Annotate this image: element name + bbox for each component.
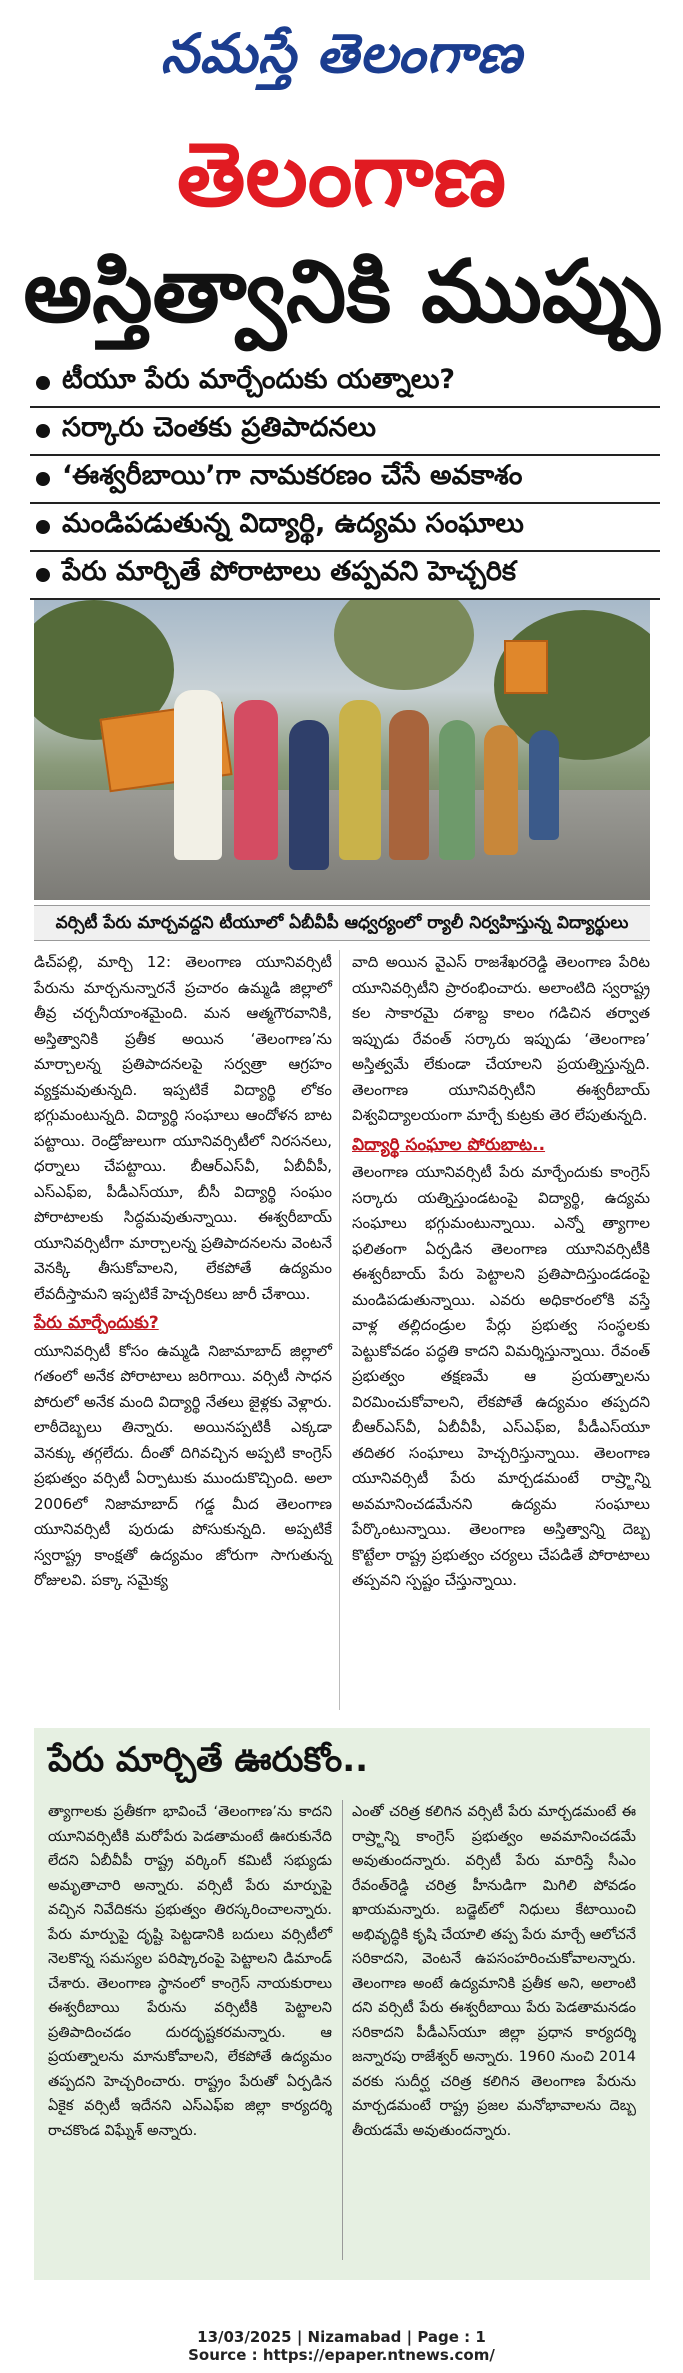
column-divider [339,950,340,1710]
column-divider [342,1800,343,2260]
person-shape [439,720,475,860]
subhead-item [30,552,660,600]
person-shape [234,700,278,860]
person-shape [484,725,518,855]
subhead-text: సర్కారు చెంతకు ప్రతిపాదనలు [62,412,376,443]
footer-dateline: 13/03/2025 | Nizamabad | Page : 1 [197,2328,486,2346]
box-column-right: ఎంతో చరిత్ర కలిగిన వర్సిటీ పేరు మార్చడమంటే ఈ రాష్ర్టాన్ని కాంగ్రెస్ ప్రభుత్వం అవమానించడమే అవుతుందన్నారు. వర్సిటీ పేరు మారిస్తే సీఎం రేవంత్‌రెడ్డి చరిత్ర హీనుడిగా మిగిలి పోవడం ఖాయమన్నారు. బడ్జెట్‌లో నిధులు కేటాయించి అభివృద్ధికి కృషి చేయాలి తప్ప పేరు మార్చే ఆలోచనే సరికాదని, వెంటనే ఉపసంహరించుకోవాలన్నారు. తెలంగాణ అంటే ఉద్యమానికి ప్రతీక అని, అలాంటి దని వర్సిటీ పేరు ఈశ్వరీబాయి పేరు పెడతామనడం సరికాదని పీడీఎస్‌యూ జిల్లా ప్రధాన కార్యదర్శి జన్నారపు రాజేశ్వర్ అన్నారు. 1960 నుంచి 2014 వరకు సుదీర్ఘ చరిత్ర కలిగిన తెలంగాణ పేరును మార్చడమంటే రాష్ట్ర ప్రజల మనోభావాలను దెబ్బ తీయడమే అవుతుందన్నారు. [352,1804,636,2139]
subhead-item [30,408,660,456]
footer [0,2328,683,2364]
paper-name: నమస్తే తెలంగాణ [160,22,523,85]
person-shape [289,720,329,870]
section-subhead: పేరు మార్చేందుకు? [34,1313,159,1333]
bullet-icon [36,424,50,438]
bullet-icon [36,376,50,390]
photo-caption: వర్సిటీ పేరు మార్చవద్దని టీయూలో ఏబీవీపీ ఆధ్వర్యంలో ర్యాలీ నిర్వహిస్తున్న విద్యార్థులు [34,905,650,941]
article-paragraph: యూనివర్సిటీ కోసం ఉమ్మడి నిజామాబాద్ జిల్లాలో గతంలో అనేక పోరాటాలు జరిగాయి. వర్సిటీ సాధన పోరులో అనేక మంది విద్యార్థి నేతలు జైళ్లకు వెళ్లారు. లాఠీదెబ్బలు తిన్నారు. అయినప్పటికీ ఎక్కడా వెనక్కు తగ్గలేదు. దీంతో దిగివచ్చిన అప్పటి కాంగ్రెస్ ప్రభుత్వం వర్సిటీ ఏర్పాటుకు ముందుకొచ్చింది. అలా 2006లో నిజామాబాద్ గడ్డ మీద తెలంగాణ యూనివర్సిటీ పురుడు పోసుకున్నది. అప్పటికే స్వరాష్ట్ర కాంక్షతో ఉద్యమం జోరుగా సాగుతున్న రోజులవి. పక్కా సమైక్య [34,1341,332,1589]
flag-shape [504,640,548,694]
subhead-text: ‘ఈశ్వరీబాయి’గా నామకరణం చేసే అవకాశం [62,460,523,491]
article-paragraph: తెలంగాణ యూనివర్సిటీ పేరు మార్చేందుకు కాంగ్రెస్ సర్కారు యత్నిస్తుండటంపై విద్యార్థి, ఉద్యమ సంఘాలు భగ్గుమంటున్నాయి. ఎన్నో త్యాగాల ఫలితంగా ఏర్పడిన తెలంగాణ యూనివర్సిటీకి ఈశ్వరీబాయ్ పేరు పెట్టాలని ప్రతిపాదిస్తుండడంపై మండిపడుతున్నాయి. ఎవరు అధికారంలోకి వస్తే వాళ్ల తల్లిదండ్రుల పేర్లు ప్రభుత్వ సంస్థలకు పెట్టుకోవడం పద్ధతి కాదని విమర్శిస్తున్నాయి. రేవంత్ ప్రభుత్వం తక్షణమే ఆ ప్రయత్నాలను విరమించుకోవాలని, లేకపోతే ఉద్యమం తప్పదని బీఆర్‌ఎస్‌వీ, ఏబీవీపీ, ఎస్‌ఎఫ్‌ఐ, పీడీఎస్‌యూ తదితర సంఘాలు హెచ్చరిస్తున్నాయి. తెలంగాణ యూనివర్సిటీ పేరు మార్చడమంటే రాష్ర్టాన్ని అవమానించడమేనని ఉద్యమ సంఘాలు పేర్కొంటున్నాయి. తెలంగాణ అస్తిత్వాన్ని దెబ్బ కొట్టేలా రాష్ట్ర ప్రభుత్వం చర్యలు చేపడితే పోరాటాలు తప్పవని స్పష్టం చేస్తున్నాయి. [352,1163,650,1589]
bullet-icon [36,520,50,534]
article-paragraph: వాది అయిన వైఎస్ రాజశేఖరరెడ్డి తెలంగాణ పేరిట యూనివర్సిటీని ప్రారంభించారు. అలాంటిది స్వరాష్ట్ర కల సాకారమై దశాబ్ద కాలం గడిచిన తర్వాత ఇప్పుడు రేవంత్ సర్కారు ఇప్పుడు ‘తెలంగాణ’ అస్తిత్వమే లేకుండా చేయాలని ప్రయత్నిస్తున్నది. తెలంగాణ యూనివర్సిటీని ఈశ్వరీబాయ్ విశ్వవిద్యాలయంగా మార్చే కుట్రకు తెర లేపుతున్నది. [352,953,650,1124]
article-body [34,950,650,1710]
masthead [0,0,683,120]
rally-photo [34,600,650,900]
subhead-item [30,360,660,408]
sidebar-box [34,1728,650,2280]
headline-line-1: తెలంగాణ [176,123,507,226]
person-shape [174,690,222,860]
box-column-left: త్యాగాలకు ప్రతీకగా భావించే ‘తెలంగాణ’ను కాదని యూనివర్సిటీకి మరోపేరు పెడతామంటే ఊరుకునేది లేదని ఏబీవీపీ రాష్ట్ర వర్కింగ్ కమిటీ సభ్యుడు అమృతాచారి అన్నారు. వర్సిటీ పేరు మార్పుపై వచ్చిన నివేదికను ప్రభుత్వం తిరస్కరించాలన్నారు. పేరు మార్పుపై దృష్టి పెట్టడానికి బదులు వర్సిటీలో నెలకొన్న సమస్యల పరిష్కారంపై పెట్టాలని డిమాండ్ చేశారు. తెలంగాణ స్థానంలో కాంగ్రెస్ నాయకురాలు ఈశ్వరీబాయి పేరును వర్సిటీకి పెట్టాలని ప్రతిపాదించడం దురదృష్టకరమన్నారు. ఆ ప్రయత్నాలను మానుకోవాలని, లేకపోతే ఉద్యమం తప్పదని హెచ్చరించారు. రాష్ట్రం పేరుతో ఏర్పడిన ఏకైక వర్సిటీ ఇదేనని ఎస్‌ఎఫ్‌ఐ జిల్లా కార్యదర్శి రాచకొండ విఘ్నేశ్ అన్నారు. [48,1804,332,2139]
footer-source-link[interactable]: Source : https://epaper.ntnews.com/ [188,2346,495,2364]
bullet-icon [36,568,50,582]
subheads-list [30,360,660,600]
subhead-item [30,504,660,552]
article-column-right [352,950,650,1710]
person-shape [339,700,381,860]
article-paragraph: డిచ్‌పల్లి, మార్చి 12: తెలంగాణ యూనివర్సిటీ పేరును మార్చనున్నారనే ప్రచారం ఉమ్మడి జిల్లాలో తీవ్ర చర్చనీయాంశమైంది. మన ఆత్మగౌరవానికి, అస్తిత్వానికి ప్రతీక అయిన ‘తెలంగాణ’ను మార్చాలన్న ప్రతిపాదనలపై సర్వత్రా ఆగ్రహం వ్యక్తమవుతున్నది. ఇప్పటికే విద్యార్థి లోకం భగ్గుమంటున్నది. విద్యార్థి సంఘాలు ఆందోళన బాట పట్టాయి. రెండ్రోజులుగా యూనివర్సిటీలో నిరసనలు, ధర్నాలు చేపట్టాయి. బీఆర్‌ఎస్‌వీ, ఏబీవీపీ, ఎస్‌ఎఫ్‌ఐ, పీడీఎస్‌యూ, బీసీ విద్యార్థి సంఘం పోరాటాలకు సిద్ధమవుతున్నాయి. ఈశ్వరీబాయ్ యూనివర్సిటీగా మార్చాలన్న ప్రతిపాదనలను వెంటనే వెనక్కి తీసుకోవాలని, లేకపోతే ఉద్యమం లేవదీస్తామని ఇప్పటికే హెచ్చరికలు జారీ చేశాయి. [34,953,332,1303]
tree-shape [334,600,474,690]
article-column-left [34,950,332,1710]
subhead-text: టీయూ పేరు మార్చేందుకు యత్నాలు? [62,364,456,395]
person-shape [389,710,429,860]
box-columns [48,1800,636,2260]
person-shape [529,730,559,840]
subhead-text: మండిపడుతున్న విద్యార్థి, ఉద్యమ సంఘాలు [62,508,524,539]
box-title: పేరు మార్చితే ఊరుకోం.. [48,1740,369,1780]
section-subhead: విద్యార్థి సంఘాల పోరుబాట.. [352,1134,546,1155]
subhead-text: పేరు మార్చితే పోరాటాలు తప్పవని హెచ్చరిక [62,556,517,587]
bullet-icon [36,472,50,486]
headline-line-2: అస్తిత్వానికి ముప్పు [23,242,660,342]
subhead-item [30,456,660,504]
